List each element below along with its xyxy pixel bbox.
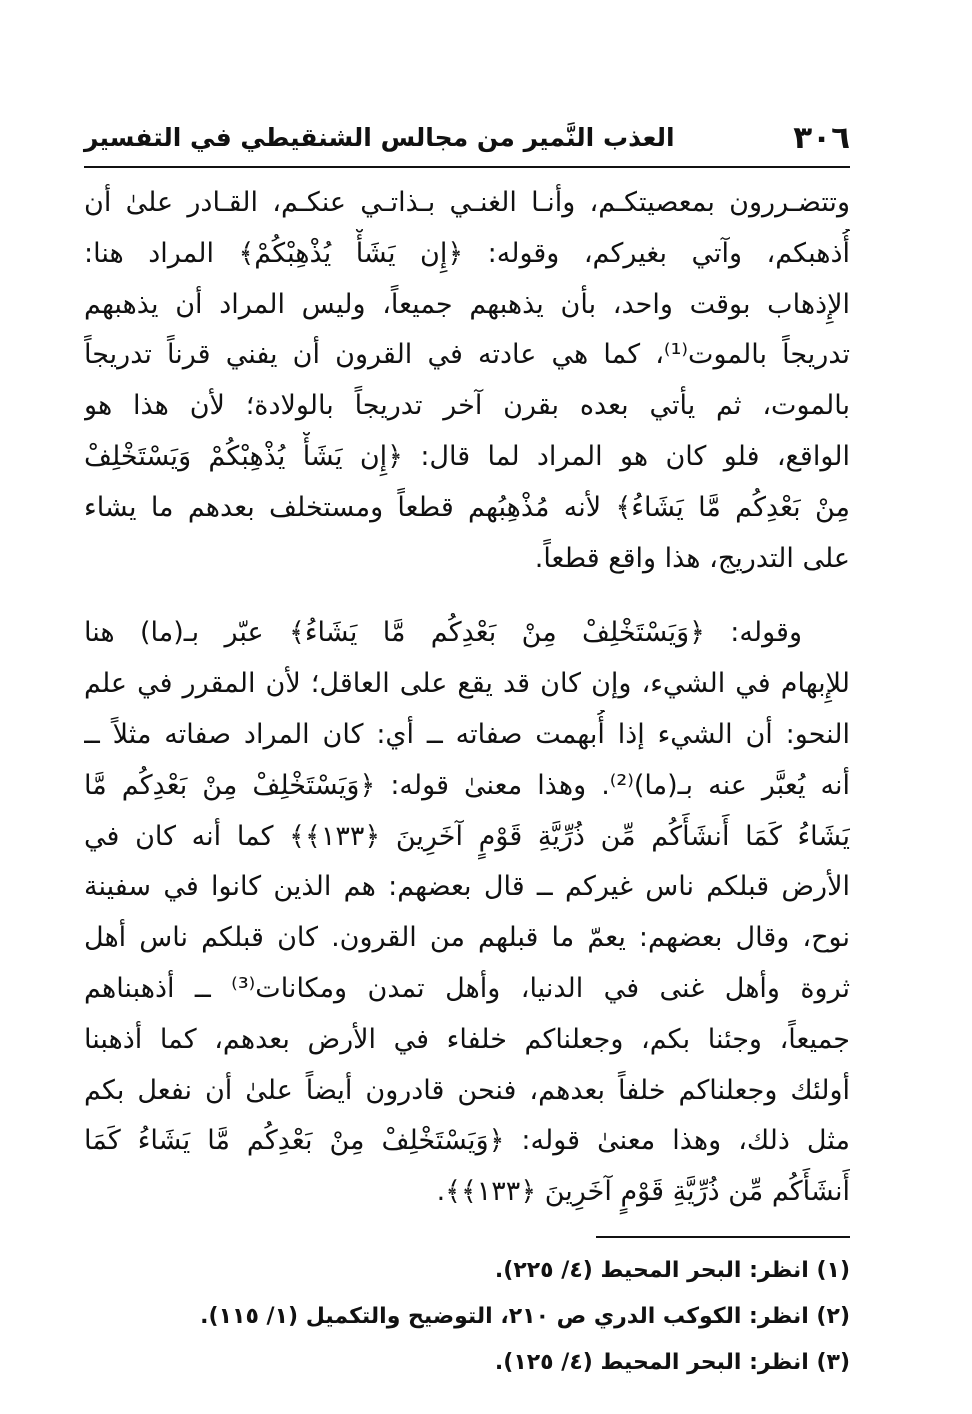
text-line: الواقع، فلو كان هو المراد لما قال: ﴿إِن يَشَأْ يُذْهِبْكُمْ وَيَسْتَخْلِفْ <box>84 440 850 472</box>
footnotes <box>84 1248 850 1386</box>
text-line: الأرض قبلكم ناس غيركم ــ قال بعضهم: هم الذين كانوا في سفينة <box>84 871 850 903</box>
header-divider <box>84 166 850 168</box>
footnote-3: (٣) انظر: البحر المحيط (٤/ ١٢٥). <box>494 1350 850 1375</box>
text-line: على التدريج، هذا واقع قطعاً. <box>534 542 850 574</box>
text-line: ثروة وأهل غنى في الدنيا، وأهل تمدن ومكانات⁽³⁾ ــ أذهبناهم <box>84 972 850 1004</box>
footnote-1: (١) انظر: البحر المحيط (٤/ ٢٢٥). <box>494 1258 850 1283</box>
text-line: يَشَاءُ كَمَا أَنشَأَكُم مِّن ذُرِّيَّةِ قَوْمٍ آخَرِينَ ﴿١٣٣﴾﴾ كما أنه كان في <box>84 820 850 852</box>
footnote-2: (٢) انظر: الكوكب الدري ص ٢١٠، التوضيح والتكميل (١/ ١١٥). <box>200 1304 850 1329</box>
paragraph-2 <box>84 608 850 1218</box>
text-line: نوح، وقال بعضهم: يعمّ ما قبلهم من القرون. كان قبلكم ناس أهل <box>84 922 850 954</box>
text-line: الإِذهاب بوقت واحد، بأن يذهبهم جميعاً، وليس المراد أن يذهبهم <box>84 288 850 320</box>
text-line: أولئك وجعلناكم خلفاً بعدهم، فنحن قادرون أيضاً علىٰ أن نفعل بكم <box>84 1074 850 1106</box>
text-line: مثل ذلك، وهذا معنىٰ قوله: ﴿وَيَسْتَخْلِفْ مِنْ بَعْدِكُم مَّا يَشَاءُ كَمَا <box>84 1125 850 1157</box>
text-line: تدريجاً بالموت⁽¹⁾، كما هي عادته في القرون أن يفني قرناً تدريجاً <box>84 339 850 371</box>
paragraph-1 <box>84 178 850 584</box>
text-line: للإِبهام في الشيء، وإن كان قد يقع على العاقل؛ لأن المقرر في علم <box>84 668 850 700</box>
text-line: بالموت، ثم يأتي بعده بقرن آخر تدريجاً بالولادة؛ لأن هذا هو <box>84 390 850 422</box>
page-number: ٣٠٦ <box>793 120 850 156</box>
running-title: العذب النَّمير من مجالس الشنقيطي في التفسير <box>84 123 675 152</box>
text-line: مِنْ بَعْدِكُم مَّا يَشَاءُ﴾ لأنه مُذْهِبُهم قطعاً ومستخلف بعدهم ما يشاء <box>84 491 850 523</box>
footnote-divider <box>596 1236 850 1238</box>
page-header <box>84 116 850 160</box>
text-line: أَنشَأَكُم مِّن ذُرِّيَّةِ قَوْمٍ آخَرِينَ ﴿١٣٣﴾﴾. <box>436 1176 850 1208</box>
text-line: وقوله: ﴿وَيَسْتَخْلِفْ مِنْ بَعْدِكُم مَّا يَشَاءُ﴾ عبّر بـ(ما) هنا <box>84 617 802 649</box>
paragraph-gap <box>84 584 850 608</box>
text-line: جميعاً، وجئنا بكم، وجعلناكم خلفاء في الأرض بعدهم، كما أذهبنا <box>84 1023 850 1055</box>
text-line: النحو: أن الشيء إذا أُبهمت صفاته ــ أي: كان المراد صفاته مثلاً ــ <box>84 718 850 750</box>
text-line: أُذهبكم، وآتي بغيركم، وقوله: ﴿إِن يَشَأْ يُذْهِبْكُمْ﴾ المراد هنا: <box>84 237 850 269</box>
text-line: أنه يُعبَّر عنه بـ(ما)⁽²⁾. وهذا معنىٰ قوله: ﴿وَيَسْتَخْلِفْ مِنْ بَعْدِكُم مَّا <box>84 769 850 801</box>
body-text <box>84 178 850 1218</box>
text-line: وتتضـررون بمعصيتكـم، وأنـا الغنـي بـذاتـي عنكـم، القـادر علىٰ أن <box>84 187 850 218</box>
